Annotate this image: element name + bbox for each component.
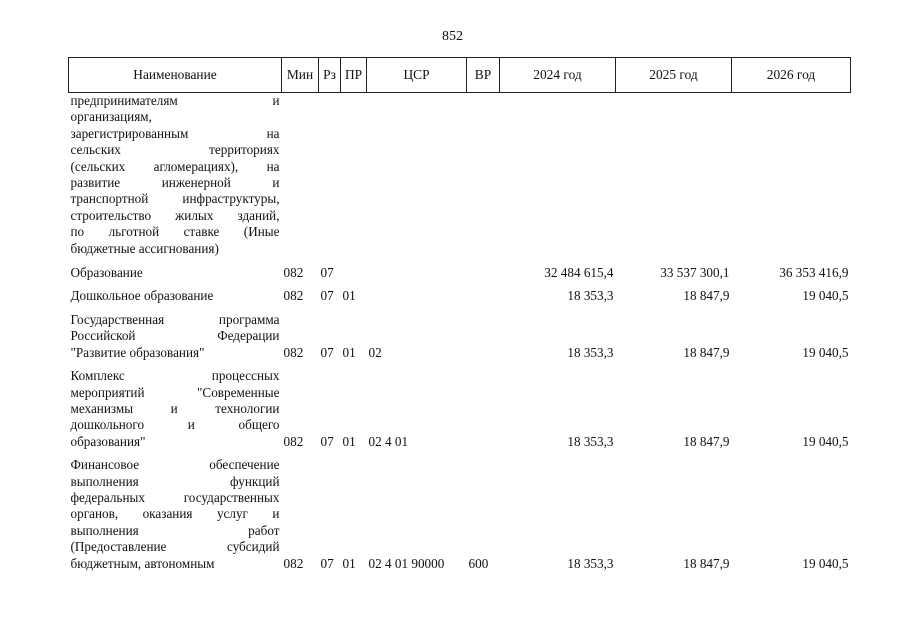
row-2025: 33 537 300,1	[660, 265, 730, 281]
row-2026: 19 040,5	[802, 288, 849, 304]
header-name: Наименование	[69, 58, 282, 93]
table-row	[69, 457, 851, 579]
row-name-line: бюджетные ассигнования)	[70, 240, 219, 256]
row-name-line: Дошкольное образование	[70, 288, 214, 304]
row-vr	[467, 288, 500, 311]
header-rz: Рз	[319, 58, 341, 93]
row-min: 082	[283, 555, 304, 571]
header-2025: 2025 год	[616, 58, 732, 93]
row-csr: 02	[368, 344, 382, 360]
row-name-line: строительство жилых зданий,	[70, 207, 280, 223]
row-2026: 36 353 416,9	[779, 265, 849, 281]
row-name-line: Государственная программа	[70, 311, 280, 327]
row-2024: 18 353,3	[567, 288, 614, 304]
table-row	[69, 288, 851, 311]
row-name-line: "Развитие образования"	[70, 344, 205, 360]
row-2024: 18 353,3	[567, 555, 614, 571]
header-pr: ПР	[341, 58, 367, 93]
header-min: Мин	[282, 58, 319, 93]
row-name-line: сельских территориях	[70, 142, 280, 158]
row-name-line: (Предоставление субсидий	[70, 539, 280, 555]
row-rz: 07	[320, 344, 334, 360]
row-name-line: образования"	[70, 433, 146, 449]
row-name	[69, 312, 282, 368]
header-vr: ВР	[467, 58, 500, 93]
row-name	[69, 457, 282, 579]
row-min: 082	[283, 433, 304, 449]
row-name-line: выполнения функций	[70, 473, 280, 489]
row-vr: 600	[468, 555, 489, 571]
row-name	[69, 288, 282, 311]
row-2025: 18 847,9	[683, 555, 730, 571]
header-csr: ЦСР	[367, 58, 467, 93]
table-row	[69, 93, 851, 266]
row-2025: 18 847,9	[683, 433, 730, 449]
row-pr: 01	[342, 433, 356, 449]
row-name-line: развитие инженерной и	[70, 175, 280, 191]
row-rz: 07	[320, 265, 334, 281]
row-name-line: (сельских агломерациях), на	[70, 158, 280, 174]
row-vr	[467, 93, 500, 266]
table-row	[69, 265, 851, 288]
row-csr: 02 4 01	[368, 433, 409, 449]
row-2024	[500, 93, 616, 266]
row-pr: 01	[342, 555, 356, 571]
row-rz: 07	[320, 433, 334, 449]
row-name-line: федеральных государственных	[70, 489, 280, 505]
row-name-line: Комплекс процессных	[70, 368, 280, 384]
row-min: 082	[283, 344, 304, 360]
row-rz	[319, 93, 341, 266]
row-2026: 19 040,5	[802, 555, 849, 571]
row-name-line: выполнения работ	[70, 522, 280, 538]
row-name-line: предпринимателям и	[70, 93, 280, 108]
row-2024: 32 484 615,4	[544, 265, 614, 281]
row-csr	[367, 288, 467, 311]
row-2025: 18 847,9	[683, 344, 730, 360]
row-name	[69, 93, 282, 266]
page-number: 852	[442, 29, 463, 44]
row-name-line: зарегистрированным на	[70, 125, 280, 141]
row-pr: 01	[342, 344, 356, 360]
row-name-line: транспортной инфраструктуры,	[70, 191, 280, 207]
row-vr	[467, 265, 500, 288]
row-min: 082	[283, 288, 304, 304]
row-csr	[367, 93, 467, 266]
row-pr	[341, 265, 367, 288]
row-name	[69, 368, 282, 457]
table-row	[69, 312, 851, 368]
row-2024: 18 353,3	[567, 344, 614, 360]
row-name-line: дошкольного и общего	[70, 417, 280, 433]
row-name-line: бюджетным, автономным	[70, 555, 215, 571]
budget-table	[68, 57, 851, 579]
row-name-line: мероприятий "Современные	[70, 384, 280, 400]
row-min	[282, 93, 319, 266]
row-2026: 19 040,5	[802, 344, 849, 360]
row-name-line: организациям,	[70, 109, 152, 125]
row-name	[69, 265, 282, 288]
row-pr	[341, 93, 367, 266]
row-name-line: механизмы и технологии	[70, 400, 280, 416]
row-name-line: Образование	[70, 265, 143, 281]
row-2026: 19 040,5	[802, 433, 849, 449]
table-row	[69, 368, 851, 457]
header-2024: 2024 год	[500, 58, 616, 93]
header-2026: 2026 год	[732, 58, 851, 93]
row-2025	[616, 93, 732, 266]
row-vr	[467, 312, 500, 368]
row-name-line: Российской Федерации	[70, 328, 280, 344]
row-csr	[367, 265, 467, 288]
row-rz: 07	[320, 288, 334, 304]
row-rz: 07	[320, 555, 334, 571]
table-header-row	[69, 58, 851, 93]
row-name-line: органов, оказания услуг и	[70, 506, 280, 522]
row-csr: 02 4 01 90000	[368, 555, 445, 571]
row-name-line: Финансовое обеспечение	[70, 457, 280, 473]
row-2024: 18 353,3	[567, 433, 614, 449]
row-vr	[467, 368, 500, 457]
row-2026	[732, 93, 851, 266]
row-min: 082	[283, 265, 304, 281]
row-2025: 18 847,9	[683, 288, 730, 304]
row-name-line: по льготной ставке (Иные	[70, 224, 280, 240]
row-pr: 01	[342, 288, 356, 304]
